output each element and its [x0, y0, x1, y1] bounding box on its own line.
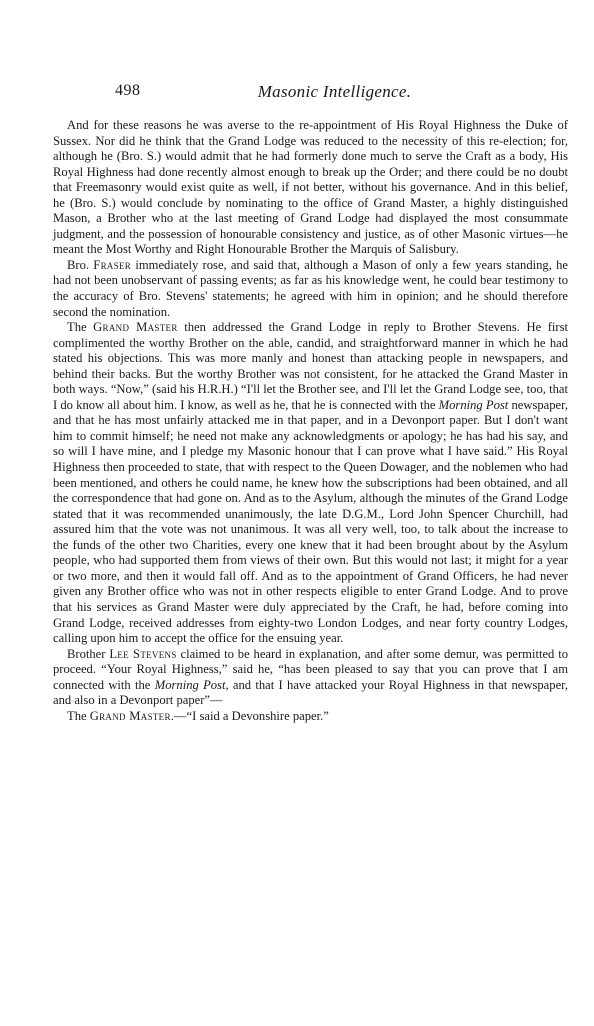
publication-title: Morning Post — [154, 677, 226, 692]
body-text — [53, 118, 568, 724]
speaker-name: Grand Master — [93, 320, 178, 335]
paragraph — [53, 647, 568, 709]
paragraph — [53, 320, 568, 646]
paragraph — [53, 118, 568, 258]
paragraph — [53, 709, 568, 725]
speaker-name: Fraser — [93, 257, 132, 272]
paragraph-text: Brother — [67, 646, 110, 661]
page-number: 498 — [115, 82, 141, 99]
running-head — [53, 82, 568, 104]
paragraph-text: .—“I said a Devonshire paper.” — [170, 708, 329, 723]
paragraph-text: The — [67, 708, 90, 723]
speaker-name: Lee Stevens — [109, 646, 177, 661]
paragraph-text: , and that I have attacked your Royal Highness in that newspaper, and also in a Devonport paper”— — [53, 677, 568, 708]
paragraph-text: newspaper, and that he has most unfairly attacked me in that paper, and in a Devonport paper. But I don't want him to commit himself; he need not make any acknowledgments or apology; he has had his say, and so will I have mine, and I pledge my Masonic honour that I can prove what I have said.” His Royal Highness then proceeded to state, that with respect to the Queen Dowager, and the noblemen who had been mentioned, and others he could name, he knew how the subscriptions had been obtained, and all the correspondence that had gone on. And as to the Asylum, although the minutes of the Grand Lodge stated that it was recommended unanimously, the late D.G.M., Lord John Spencer Churchill, had assured him that the vote was not unanimous. It was all very well, too, to talk about the increase to the funds of the other two Charities, every one knew that it had been brought about by the Asylum people, who had supported them from views of their own. But this would not last; it might for a year or two more, and then it would fall off. And as to the appointment of Grand Officers, he had never given any Brother office who was not in other respects eligible to enter Grand Lodge. And to prove that his services as Grand Master were duly appreciated by the Craft, he had, before coming into Grand Lodge, received addresses from eighty-two London Lodges, and near forty country Lodges, calling upon him to accept the office for the ensuing year. — [53, 397, 568, 646]
paragraph-text: claimed to be heard in explanation, and after some demur, was permitted to proceed. “Your Royal Highness,” said he, “has been pleased to say that you can prove that I am connected with the — [53, 646, 568, 692]
publication-title: Morning Post — [438, 397, 509, 412]
paragraph-text: The — [67, 320, 94, 335]
paragraph-text: immediately rose, and said that, although a Mason of only a few years standing, he had not been unobservant of passing events; as far as his knowledge went, he could bear testimony to the accuracy of Bro. Stevens' statements; he agreed with him in opinion; and he should therefore second the nomination. — [53, 257, 569, 319]
paragraph-text: And for these reasons he was averse to the re-appointment of His Royal Highness the Duke of Sussex. Nor did he think that the Grand Lodge was reduced to the necessity of this re-election; for, although he (Bro. S.) would admit that he had formerly done much to serve the Craft as a body, His Royal Highness had done recently almost enough to break up the Order; and there could be no doubt that Freemasonry would exist quite as well, if not better, without his governance. And in this belief, he (Bro. S.) would conclude by nominating to the office of Grand Master, a highly distinguished Mason, a Brother who at the last meeting of Grand Lodge had displayed the most consummate judgment, and the possession of honourable consistency and justice, as of other Masonic virtues—he meant the Most Worthy and Right Honourable Brother the Marquis of Salisbury. — [53, 118, 568, 257]
paragraph-text: Bro. — [67, 257, 94, 272]
paragraph-text: then addressed the Grand Lodge in reply to Brother Stevens. He first complimented the worthy Brother on the able, candid, and straightforward manner in which he had stated his objections. This was more manly and honest than attacking people in newspapers, and behind their backs. But the worthy Brother was not consistent, for he attacked the Grand Master in both ways. “Now,” (said his H.R.H.) “I'll let the Brother see, and I'll let the Grand Lodge see, too, that I do know all about him. I know, as well as he, that he is connected with the — [53, 320, 569, 412]
speaker-name: Grand Master — [89, 708, 171, 723]
paragraph — [53, 258, 568, 320]
running-title: Masonic Intelligence. — [257, 82, 412, 101]
